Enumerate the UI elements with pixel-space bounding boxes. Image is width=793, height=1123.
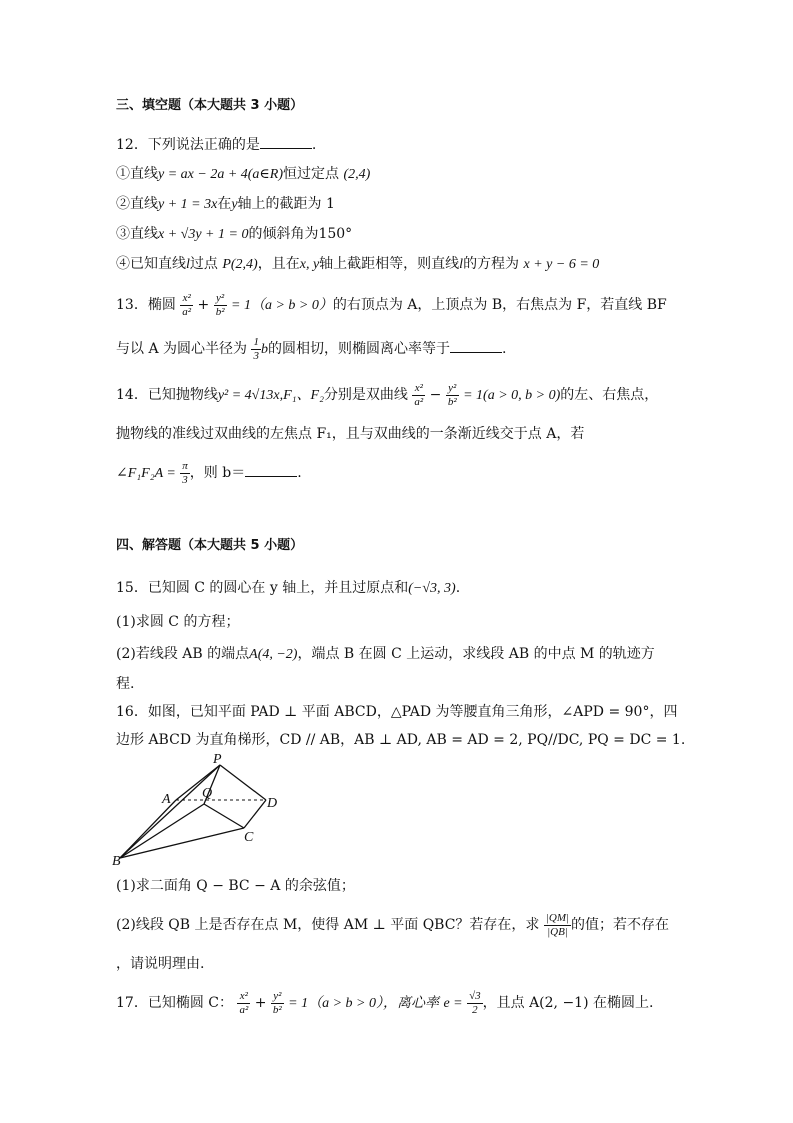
q14-condition: = 1(a > 0, b > 0) (463, 388, 561, 403)
label-A: A (162, 792, 171, 807)
q17-text: ，且点 A(2, −1) 在椭圆上. (482, 995, 654, 1011)
opt4-l2: l (459, 257, 464, 272)
edge-Q-C (204, 804, 244, 828)
q15-point: (−√3, 3) (408, 581, 456, 596)
opt4-mid3: 轴上截距相等，则直线 (319, 256, 460, 272)
frac-num: x² (180, 292, 193, 306)
var-b: b (260, 342, 268, 357)
label-C: C (244, 830, 254, 845)
opt1-suffix: 恒过定点 (283, 166, 340, 182)
q12-period: . (311, 137, 317, 153)
q14-angle: ∠F₁F₂A = (116, 466, 176, 481)
q15-line1-text: 15．已知圆 C 的圆心在 y 轴上，并且过原点和 (116, 580, 409, 596)
question-14-line-3 (116, 458, 302, 489)
opt1-point: (2,4) (343, 167, 371, 182)
opt2-value: 1 (326, 196, 335, 212)
q13-condition: = 1（a > b > 0） (231, 298, 333, 313)
frac-den: b² (447, 395, 457, 408)
question-15-part-2 (116, 644, 655, 665)
q13-line1-text: 的右顶点为 A，上顶点为 B，右焦点为 F，若直线 BF (332, 297, 667, 313)
q14-line3-text: ，则 b＝ (189, 465, 246, 481)
plus-sign: + (254, 995, 267, 1011)
answer-blank-12 (260, 134, 312, 149)
question-12-stem (116, 134, 316, 155)
opt2-equation: y + 1 = 3x (158, 197, 218, 212)
opt1-prefix: ①直线 (116, 166, 158, 182)
answer-blank-13 (450, 338, 502, 353)
frac-num: y² (271, 990, 284, 1004)
edge-B-C (120, 828, 244, 858)
q14-line1-text: 的左、右焦点， (560, 387, 659, 403)
q14-parabola: y² = 4√13x, (217, 388, 284, 403)
opt3-value: 150° (318, 226, 353, 242)
edge-B-P (120, 765, 220, 858)
frac-num: √3 (469, 989, 481, 1002)
q17-e: e = (443, 996, 463, 1011)
q12-stem-text: 12．下列说法正确的是 (116, 137, 260, 153)
opt3-equation: x + √3y + 1 = 0 (158, 227, 249, 242)
frac-den: a² (239, 1003, 249, 1016)
frac-num: 1 (253, 335, 259, 348)
label-Q: Q (202, 786, 213, 801)
opt2-mid: 在 (217, 196, 232, 212)
q17-condition: = 1（a > b > 0），离心率 (288, 996, 439, 1011)
fraction-sqrt3-2 (467, 990, 483, 1017)
section-4-title: 四、解答题（本大题共 5 小题） (116, 538, 304, 553)
frac-num: π (182, 459, 188, 472)
opt2-y: y (231, 197, 238, 212)
q14-period: . (297, 465, 302, 481)
question-16-part-1: (1)求二面角 Q − BC − A 的余弦值； (116, 878, 355, 894)
question-16-line-1: 16．如图，已知平面 PAD ⊥ 平面 ABCD，△PAD 为等腰直角三角形，∠APD = 90°，四 (116, 704, 678, 720)
q15-part2-text: ，端点 B 在圆 C 上运动，求线段 AB 的中点 M 的轨迹方 (297, 646, 655, 662)
opt4-xy: x, y (299, 257, 320, 272)
label-D: D (267, 796, 278, 811)
question-15-line-1 (116, 578, 460, 599)
q12-option-3 (116, 224, 352, 245)
edge-P-D (220, 765, 266, 800)
opt3-prefix: ③直线 (116, 226, 158, 242)
frac-den: a² (414, 395, 424, 408)
answer-blank-14 (245, 462, 297, 477)
label-P: P (213, 752, 222, 767)
frac-den: 3 (253, 349, 259, 362)
q17-prefix: 17．已知椭圆 C： (116, 995, 233, 1011)
question-14-line-2: 抛物线的准线过双曲线的左焦点 F₁，且与双曲线的一条渐近线交于点 A，若 (116, 426, 585, 442)
q14-foci: F₁、F₂ (283, 388, 324, 403)
opt4-mid2: ，且在 (257, 256, 300, 272)
edge-C-D (244, 800, 266, 828)
fraction-y2-b2-q17 (271, 990, 284, 1017)
question-13-line-1 (116, 290, 667, 321)
fraction-QM-QB (544, 912, 571, 939)
opt3-suffix: 的倾斜角为 (248, 226, 319, 242)
q15-point-a: A(4, −2) (249, 647, 298, 662)
frac-den: 3 (182, 473, 188, 486)
question-16-part-2 (116, 910, 669, 940)
opt4-equation: x + y − 6 = 0 (523, 257, 600, 272)
fraction-x2-a2 (180, 292, 193, 319)
opt4-mid: 过点 (189, 256, 218, 272)
q15-period: . (455, 580, 461, 596)
opt2-prefix: ②直线 (116, 196, 158, 212)
edge-B-A (120, 800, 176, 858)
opt2-suffix: 轴上的截距为 (237, 196, 322, 212)
q13-line2-prefix: 与以 A 为圆心半径为 (116, 341, 248, 357)
frac-den: a² (182, 305, 192, 318)
fraction-y2-b2-hyp (446, 382, 459, 409)
fraction-x2-a2-q17 (237, 990, 250, 1017)
frac-num: y² (214, 292, 227, 306)
opt4-suffix: 的方程为 (463, 256, 520, 272)
question-14-line-1 (116, 380, 658, 411)
question-15-part-1: (1)求圆 C 的方程； (116, 614, 240, 630)
plus-sign: + (197, 297, 210, 313)
q13-period: . (501, 341, 507, 357)
question-17-line-1 (116, 988, 653, 1019)
frac-den: 2 (472, 1003, 478, 1016)
q13-line2-text: 的圆相切，则椭圆离心率等于 (267, 341, 450, 357)
question-16-line-2: 边形 ABCD 为直角梯形，CD // AB，AB ⊥ AD, AB = AD = 2, PQ//DC, PQ = DC = 1. (116, 732, 686, 748)
opt4-point: P(2,4) (222, 257, 258, 272)
q16-part2-prefix: (2)线段 QB 上是否存在点 M，使得 AM ⊥ 平面 QBC？若存在，求 (116, 917, 540, 933)
fraction-pi-3 (180, 460, 190, 487)
fraction-one-third (251, 336, 261, 363)
opt4-prefix: ④已知直线 (116, 256, 186, 272)
opt4-l: l (186, 257, 190, 272)
q12-option-1 (116, 164, 370, 185)
q12-option-4 (116, 254, 599, 275)
label-B: B (112, 854, 121, 869)
frac-den: b² (272, 1003, 282, 1016)
q15-part2-prefix: (2)若线段 AB 的端点 (116, 646, 250, 662)
section-3-title: 三、填空题（本大题共 3 小题） (116, 98, 304, 113)
q14-prefix: 14．已知抛物线 (116, 387, 218, 403)
q13-prefix: 13．椭圆 (116, 297, 176, 313)
frac-num: x² (237, 990, 250, 1004)
geometry-figure (108, 752, 298, 870)
fraction-x2-a2-hyp (412, 382, 425, 409)
frac-den: b² (215, 305, 225, 318)
question-16-part-2-cont: ，请说明理由. (116, 956, 205, 972)
opt1-equation: y = ax − 2a + 4(a∈R) (158, 167, 284, 182)
question-15-part-2-cont: 程. (116, 676, 135, 692)
frac-num: y² (446, 382, 459, 396)
q12-option-2 (116, 194, 335, 215)
minus-sign: − (429, 387, 442, 403)
frac-num: x² (412, 382, 425, 396)
q16-part2-text: 的值；若不存在 (571, 917, 670, 933)
frac-den: |QB| (547, 925, 568, 938)
frac-num: |QM| (545, 911, 570, 924)
fraction-y2-b2 (214, 292, 227, 319)
q14-mid: 分别是双曲线 (323, 387, 408, 403)
question-13-line-2 (116, 334, 506, 365)
edge-B-Q (120, 804, 204, 858)
